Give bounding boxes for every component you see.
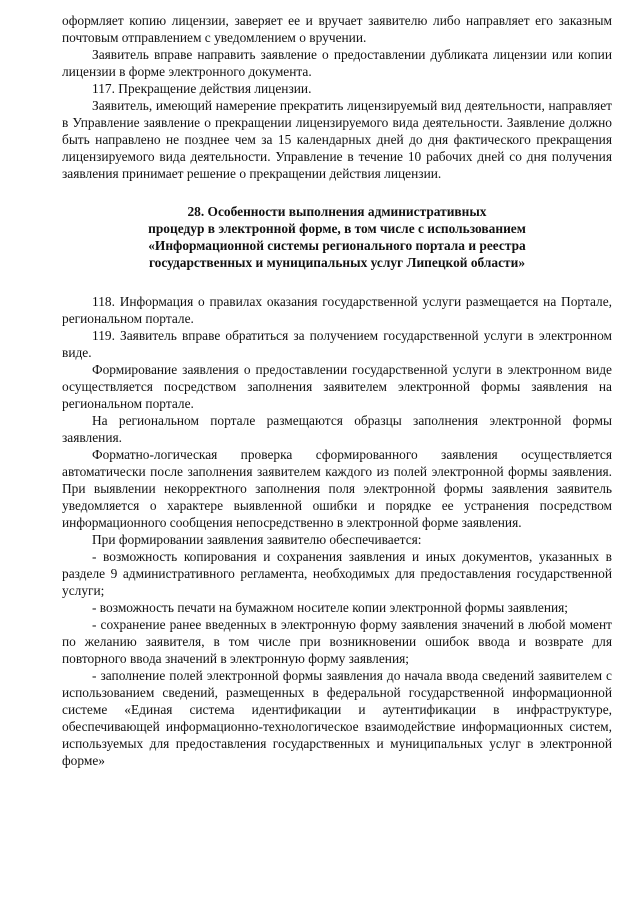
heading-line: «Информационной системы регионального портала и реестра <box>148 238 526 253</box>
list-item: - сохранение ранее введенных в электронную форму заявления значений в любой момент по желанию заявителя, в том числе при возникновении ошибок ввода и возврате для повторного ввода значений в электронную форму заявления; <box>62 617 612 666</box>
paragraph-duplicate-request: Заявитель вправе направить заявление о предоставлении дубликата лицензии или копии лицензии в форме электронного документа. <box>62 47 612 79</box>
list-item: - заполнение полей электронной формы заявления до начала ввода сведений заявителем с использованием сведений, размещенных в федеральной государственной информационной системе «Единая система идентификации и аутентификации в инфраструктуре, обеспечивающей информационно-технологическое взаимодействие информационных систем, используемых для предоставления государственных и муниципальных услуг в электронной форме» <box>62 668 612 768</box>
paragraph-item-119: 119. Заявитель вправе обратиться за получением государственной услуги в электронном виде. <box>62 328 612 360</box>
list-item: - возможность печати на бумажном носителе копии электронной формы заявления; <box>92 600 569 615</box>
paragraph-form-filling: Формирование заявления о предоставлении государственной услуги в электронном виде осуществляется посредством заполнения заявителем электронной формы заявления на региональном портале. <box>62 362 612 411</box>
heading-line: государственных и муниципальных услуг Липецкой области» <box>148 255 526 270</box>
paragraph-item-117: 117. Прекращение действия лицензии. <box>92 81 312 96</box>
paragraph-continuation: оформляет копию лицензии, заверяет ее и вручает заявителю либо направляет его заказным почтовым отправлением с уведомлением о вручении. <box>62 13 612 45</box>
list-item: - возможность копирования и сохранения заявления и иных документов, указанных в разделе 9 административного регламента, необходимых для предоставления государственной услуги; <box>62 549 612 598</box>
paragraph-item-118: 118. Информация о правилах оказания государственной услуги размещается на Портале, региональном портале. <box>62 294 612 326</box>
paragraph-provisions-intro: При формировании заявления заявителю обеспечивается: <box>92 532 422 547</box>
heading-line: процедур в электронной форме, в том числе с использованием <box>148 221 526 236</box>
paragraph-samples: На региональном портале размещаются образцы заполнения электронной формы заявления. <box>62 413 612 445</box>
heading-line: 28. Особенности выполнения административных <box>187 204 487 219</box>
paragraph-termination: Заявитель, имеющий намерение прекратить лицензируемый вид деятельности, направляет в Управление заявление о прекращении лицензируемого вида деятельности. Заявление должно быть направлено не позднее чем за 15 календарных дней до дня фактического прекращения лицензируемого вида деятельности. Управление в течение 10 рабочих дней со дня получения заявления принимает решение о прекращении действия лицензии. <box>62 98 612 181</box>
section-heading <box>62 203 612 271</box>
document-page <box>62 12 612 769</box>
paragraph-validation: Форматно-логическая проверка сформированного заявления осуществляется автоматически после заполнения заявителем каждого из полей электронной формы заявления. При выявлении некорректного заполнения поля электронной формы заявления заявитель уведомляется о характере выявленной ошибки и порядке ее устранения посредством информационного сообщения непосредственно в электронной форме заявления. <box>62 447 612 530</box>
